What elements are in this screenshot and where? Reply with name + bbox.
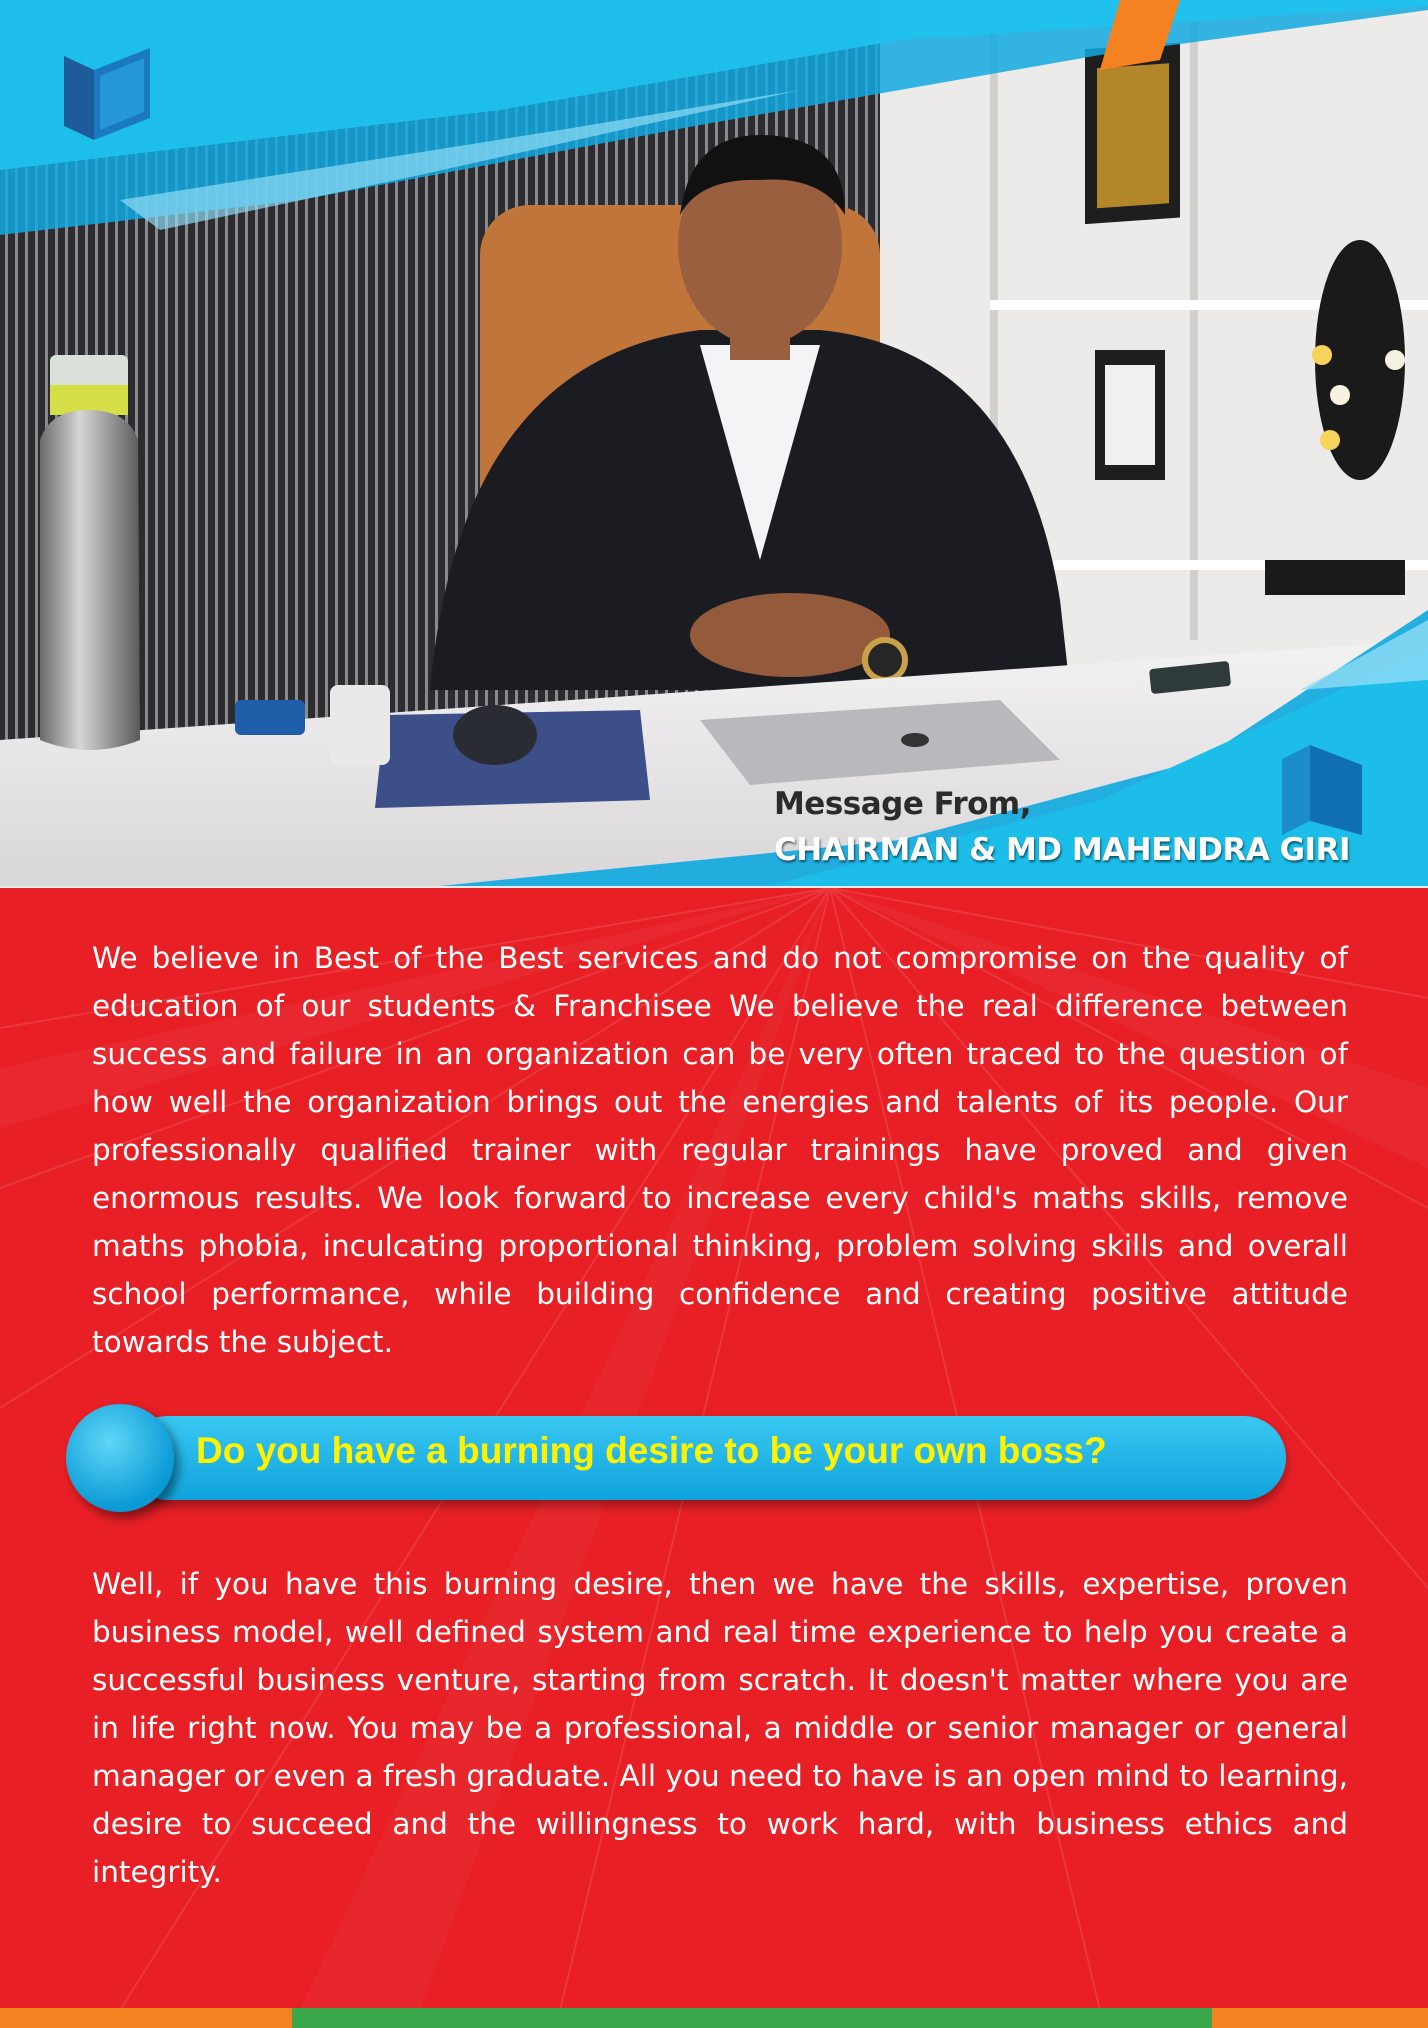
cta-circle-icon [66, 1404, 174, 1512]
intro-paragraph: We believe in Best of the Best services and do not compromise on the quality of education of our students & Franchisee We believe the real difference between success and failure in an organization can be very often traced to the question of how well the organization brings out the energies and talents of its people. Our professionally qualified trainer with regular trainings have proved and given enormous results. We look forward to increase every child's maths skills, remove maths phobia, inculcating proportional thinking, problem solving skills and overall school performance, while building confidence and creating positive attitude towards the subject. [92, 941, 1348, 1359]
stripe-segment [1212, 2008, 1428, 2028]
stripe-segment [0, 2008, 292, 2028]
chairman-name: CHAIRMAN & MD MAHENDRA GIRI [773, 832, 1350, 868]
cta-banner [66, 1404, 1290, 1512]
franchise-paragraph: Well, if you have this burning desire, then we have the skills, expertise, proven business model, well defined system and real time experience to help you create a successful business venture, starting from scratch. It doesn't matter where you are in life right now. You may be a professional, a middle or senior manager or general manager or even a fresh graduate. All you need to have is an open mind to learning, desire to succeed and the willingness to work hard, with business ethics and integrity. [92, 1567, 1348, 1889]
stripe-segment [904, 2008, 1212, 2028]
message-caption [774, 786, 1350, 868]
content-panel [0, 888, 1428, 2010]
cta-heading: Do you have a burning desire to be your own boss? [196, 1430, 1107, 1471]
book-logo-icon [64, 48, 150, 140]
stripe-segment [292, 2008, 904, 2028]
bottom-color-stripe [0, 2008, 1428, 2028]
message-from-label: Message From, [773, 786, 1032, 822]
office-scene-illustration [0, 0, 1428, 888]
chairman-photo [0, 0, 1428, 888]
